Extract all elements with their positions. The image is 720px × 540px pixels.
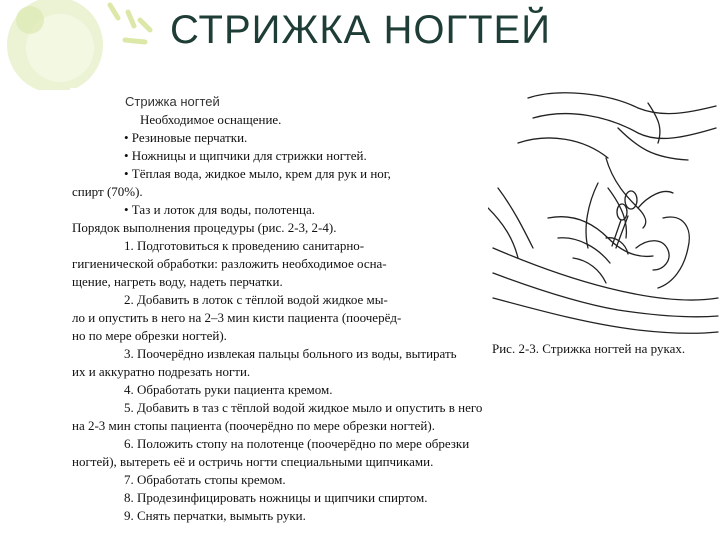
text-line: 8. Продезинфицировать ножницы и щипчики спиртом. <box>124 490 428 505</box>
text-line: • Таз и лоток для воды, полотенца. <box>124 202 316 217</box>
text-line: ло и опустить в него на 2–3 мин кисти пациента (поочерёд- <box>72 310 402 325</box>
text-line: на 2-3 мин стопы пациента (поочерёдно по мере обрезки ногтей). <box>72 418 435 433</box>
figure-caption: Рис. 2-3. Стрижка ногтей на руках. <box>492 341 686 356</box>
hands-cutting-nails-illustration <box>488 88 720 338</box>
text-line: • Ножницы и щипчики для стрижки ногтей. <box>124 148 367 163</box>
text-line: 4. Обработать руки пациента кремом. <box>124 382 333 397</box>
text-line: 3. Поочерёдно извлекая пальцы больного из воды, вытирать <box>124 346 457 361</box>
text-line: Необходимое оснащение. <box>140 112 282 127</box>
text-line: гигиенической обработки: разложить необходимое осна- <box>72 256 387 271</box>
document-heading: Стрижка ногтей <box>125 94 220 109</box>
text-line: • Резиновые перчатки. <box>124 130 248 145</box>
text-line: • Тёплая вода, жидкое мыло, крем для рук и ног, <box>124 166 391 181</box>
slide-title: СТРИЖКА НОГТЕЙ <box>170 8 551 52</box>
text-line: 2. Добавить в лоток с тёплой водой жидкое мы- <box>124 292 388 307</box>
text-line: 1. Подготовиться к проведению санитарно- <box>124 238 365 253</box>
text-line: ногтей), вытереть её и остричь ногти специальными щипчиками. <box>72 454 434 469</box>
text-line: но по мере обрезки ногтей). <box>72 328 227 343</box>
text-line: Порядок выполнения процедуры (рис. 2-3, 2-4). <box>72 220 337 235</box>
text-line: 7. Обработать стопы кремом. <box>124 472 286 487</box>
text-line: их и аккуратно подрезать ногти. <box>72 364 251 379</box>
text-line: 5. Добавить в таз с тёплой водой жидкое мыло и опустить в него <box>124 400 483 415</box>
text-line: 6. Положить стопу на полотенце (поочерёдно по мере обрезки <box>124 436 470 451</box>
text-line: 9. Снять перчатки, вымыть руки. <box>124 508 306 523</box>
decorative-circles-icon <box>0 0 170 90</box>
text-line: щение, нагреть воду, надеть перчатки. <box>72 274 283 289</box>
text-line: спирт (70%). <box>72 184 143 199</box>
